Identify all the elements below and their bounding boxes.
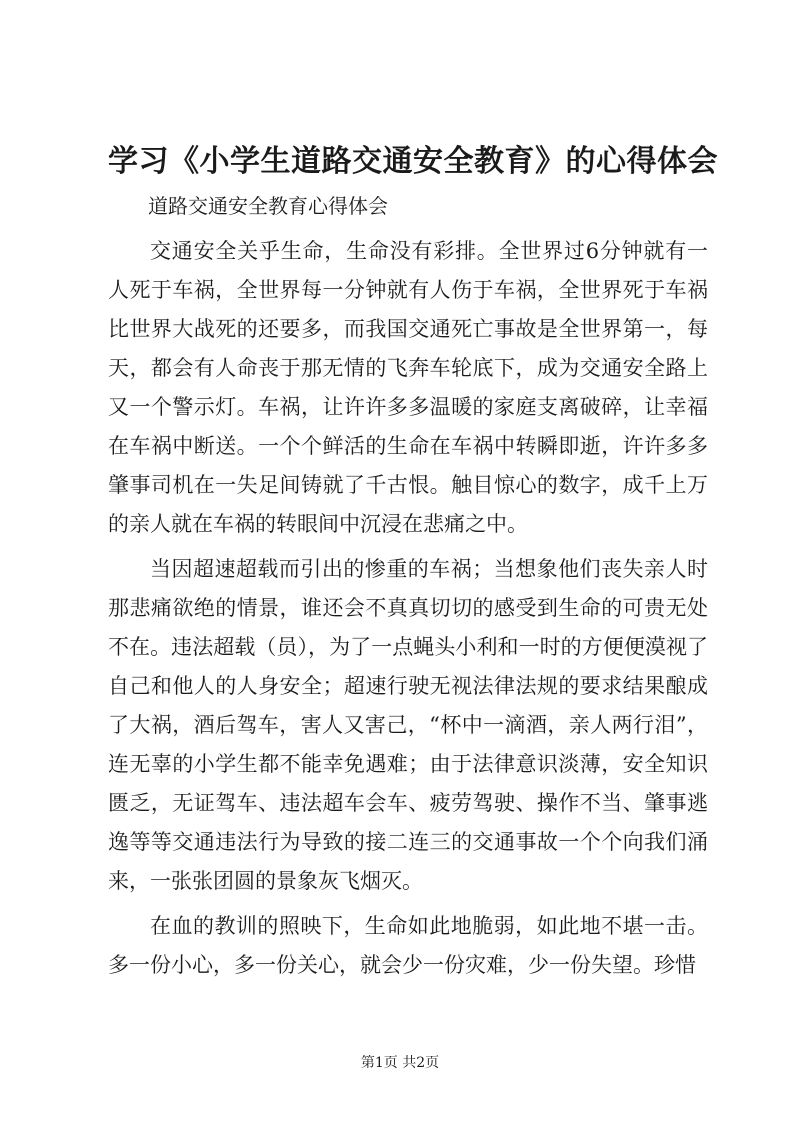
paragraph-3: 在血的教训的照映下，生命如此地脆弱，如此地不堪一击。多一份小心，多一份关心，就会少一份灾难，少一份失望。珍惜 (108, 914, 708, 977)
document-subtitle: 道路交通安全教育心得体会 (148, 194, 388, 218)
document-body (108, 188, 708, 985)
paragraph-1: 交通安全关乎生命，生命没有彩排。全世界过6分钟就有一人死于车祸，全世界每一分钟就有人伤于车祸，全世界死于车祸比世界大战死的还要多，而我国交通死亡事故是全世界第一，每天，都会有人命丧于那无情的飞奔车轮底下，成为交通安全路上又一个警示灯。车祸，让许许多多温暖的家庭支离破碎，让幸福在车祸中断送。一个个鲜活的生命在车祸中转瞬即逝，许许多多肇事司机在一失足间铸就了千古恨。触目惊心的数字，成千上万的亲人就在车祸的转眼间中沉浸在悲痛之中。 (108, 239, 708, 536)
paragraph-2: 当因超速超载而引出的惨重的车祸；当想象他们丧失亲人时那悲痛欲绝的情景，谁还会不真真切切的感受到生命的可贵无处不在。违法超载（员），为了一点蝇头小利和一时的方便便漠视了自己和他人的人身安全；超速行驶无视法律法规的要求结果酿成了大祸，酒后驾车，害人又害己，“杯中一滴酒，亲人两行泪”，连无辜的小学生都不能幸免遇难；由于法律意识淡薄，安全知识匮乏，无证驾车、违法超车会车、疲劳驾驶、操作不当、肇事逃逸等等交通违法行为导致的接二连三的交通事故一个个向我们涌来，一张张团圆的景象灰飞烟灭。 (108, 557, 708, 893)
document-title: 学习《小学生道路交通安全教育》的心得体会 (108, 144, 718, 179)
page-footer: 第1页 共2页 (360, 1055, 440, 1071)
